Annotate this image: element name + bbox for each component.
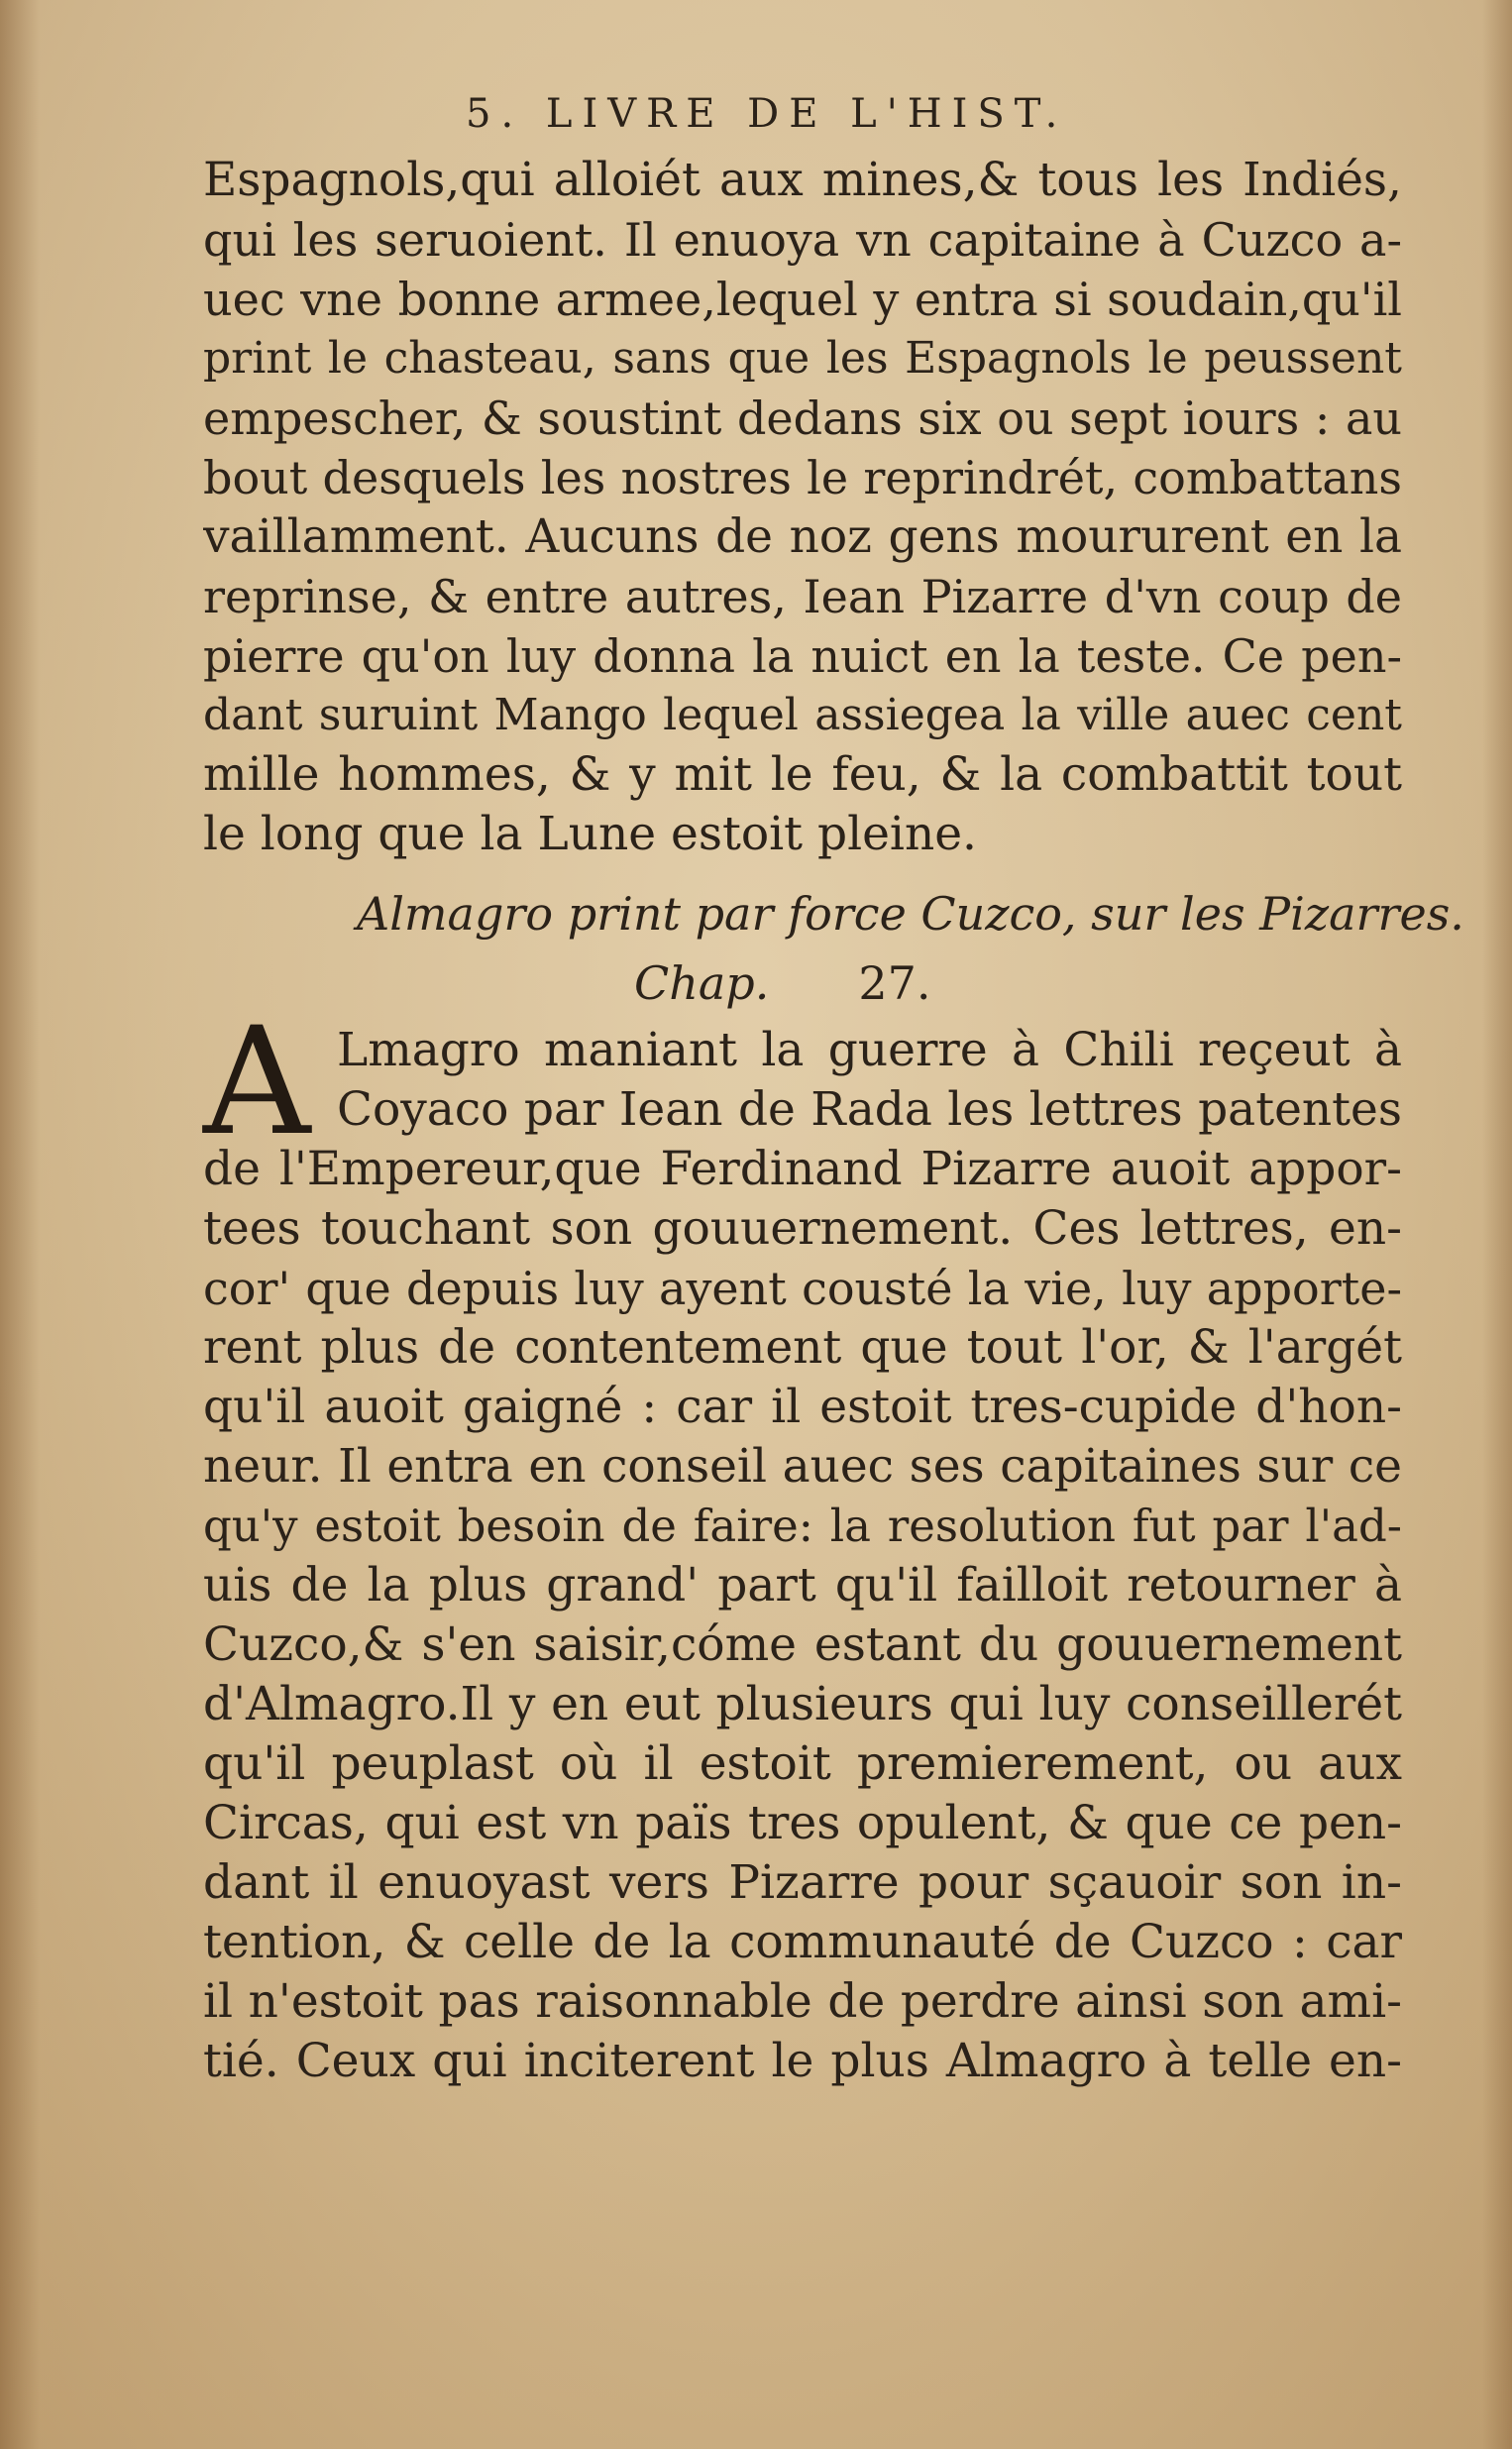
text-line: le long que la Lune estoit pleine. <box>203 807 977 861</box>
text-line: cor' que depuis luy ayent cousté la vie, luy apporte- <box>203 1262 1402 1315</box>
paragraph-2 <box>203 1021 1402 2091</box>
text-line: dant suruint Mango lequel assiegea la ville auec cent <box>203 690 1402 740</box>
text-line: Lmagro maniant la guerre à Chili reçeut à <box>337 1023 1402 1077</box>
chapter-number: 27. <box>858 956 931 1010</box>
text-line: rent plus de contentement que tout l'or, & l'argét <box>203 1320 1402 1375</box>
text-line: bout desquels les nostres le reprindrét, combattans <box>203 451 1402 504</box>
text-line: Coyaco par Iean de Rada les lettres patentes <box>337 1082 1402 1137</box>
chapter-heading <box>634 956 930 1010</box>
text-line: mille hommes, & y mit le feu, & la combattit tout <box>203 747 1402 802</box>
text-line: uis de la plus grand' part qu'il failloit retourner à <box>203 1558 1402 1613</box>
text-line: tié. Ceux qui inciterent le plus Almagro à telle en- <box>203 2034 1402 2088</box>
drop-cap-letter: A <box>203 996 311 1169</box>
text-line: d'Almagro.Il y en eut plusieurs qui luy conseillerét <box>203 1677 1402 1731</box>
text-line: vaillamment. Aucuns de noz gens moururent en la <box>203 509 1402 564</box>
text-line: pierre qu'on luy donna la nuict en la teste. Ce pen- <box>203 629 1402 683</box>
text-line: empescher, & soustint dedans six ou sept iours : au <box>203 391 1402 445</box>
text-line: qui les seruoient. Il enuoya vn capitaine à Cuzco a- <box>203 213 1402 267</box>
text-line: qu'y estoit besoin de faire: la resolution fut par l'ad- <box>203 1500 1402 1552</box>
text-line: Cuzco,& s'en saisir,cóme estant du gouuernement <box>203 1617 1402 1672</box>
text-line: Circas, qui est vn païs tres opulent, & que ce pen- <box>203 1796 1402 1850</box>
text-line: dant il enuoyast vers Pizarre pour sçauoir son in- <box>203 1855 1402 1910</box>
running-head: 5. LIVRE DE L'HIST. <box>466 91 1068 137</box>
text-line: reprinse, & entre autres, Iean Pizarre d'vn coup de <box>203 570 1402 623</box>
text-line: uec vne bonne armee,lequel y entra si soudain,qu'il <box>203 273 1402 326</box>
text-line: print le chasteau, sans que les Espagnols le peussent <box>203 333 1402 384</box>
text-line: il n'estoit pas raisonnable de perdre ainsi son ami- <box>203 1974 1402 2029</box>
chapter-label: Chap. <box>634 956 770 1010</box>
text-line: tention, & celle de la communauté de Cuzco : car <box>203 1915 1402 1969</box>
chapter-title: Almagro print par force Cuzco, sur les Pizarres. <box>357 887 1464 941</box>
text-line: neur. Il entra en conseil auec ses capitaines sur ce <box>203 1439 1402 1494</box>
text-line: qu'il auoit gaigné : car il estoit tres-cupide d'hon- <box>203 1380 1402 1434</box>
text-line: de l'Empereur,que Ferdinand Pizarre auoit appor- <box>203 1142 1402 1196</box>
text-line: Espagnols,qui alloiét aux mines,& tous les Indiés, <box>203 153 1402 207</box>
text-line: qu'il peuplast où il estoit premierement, ou aux <box>203 1736 1402 1791</box>
paragraph-1 <box>203 151 1402 864</box>
text-line: tees touchant son gouuernement. Ces lettres, en- <box>203 1201 1402 1256</box>
